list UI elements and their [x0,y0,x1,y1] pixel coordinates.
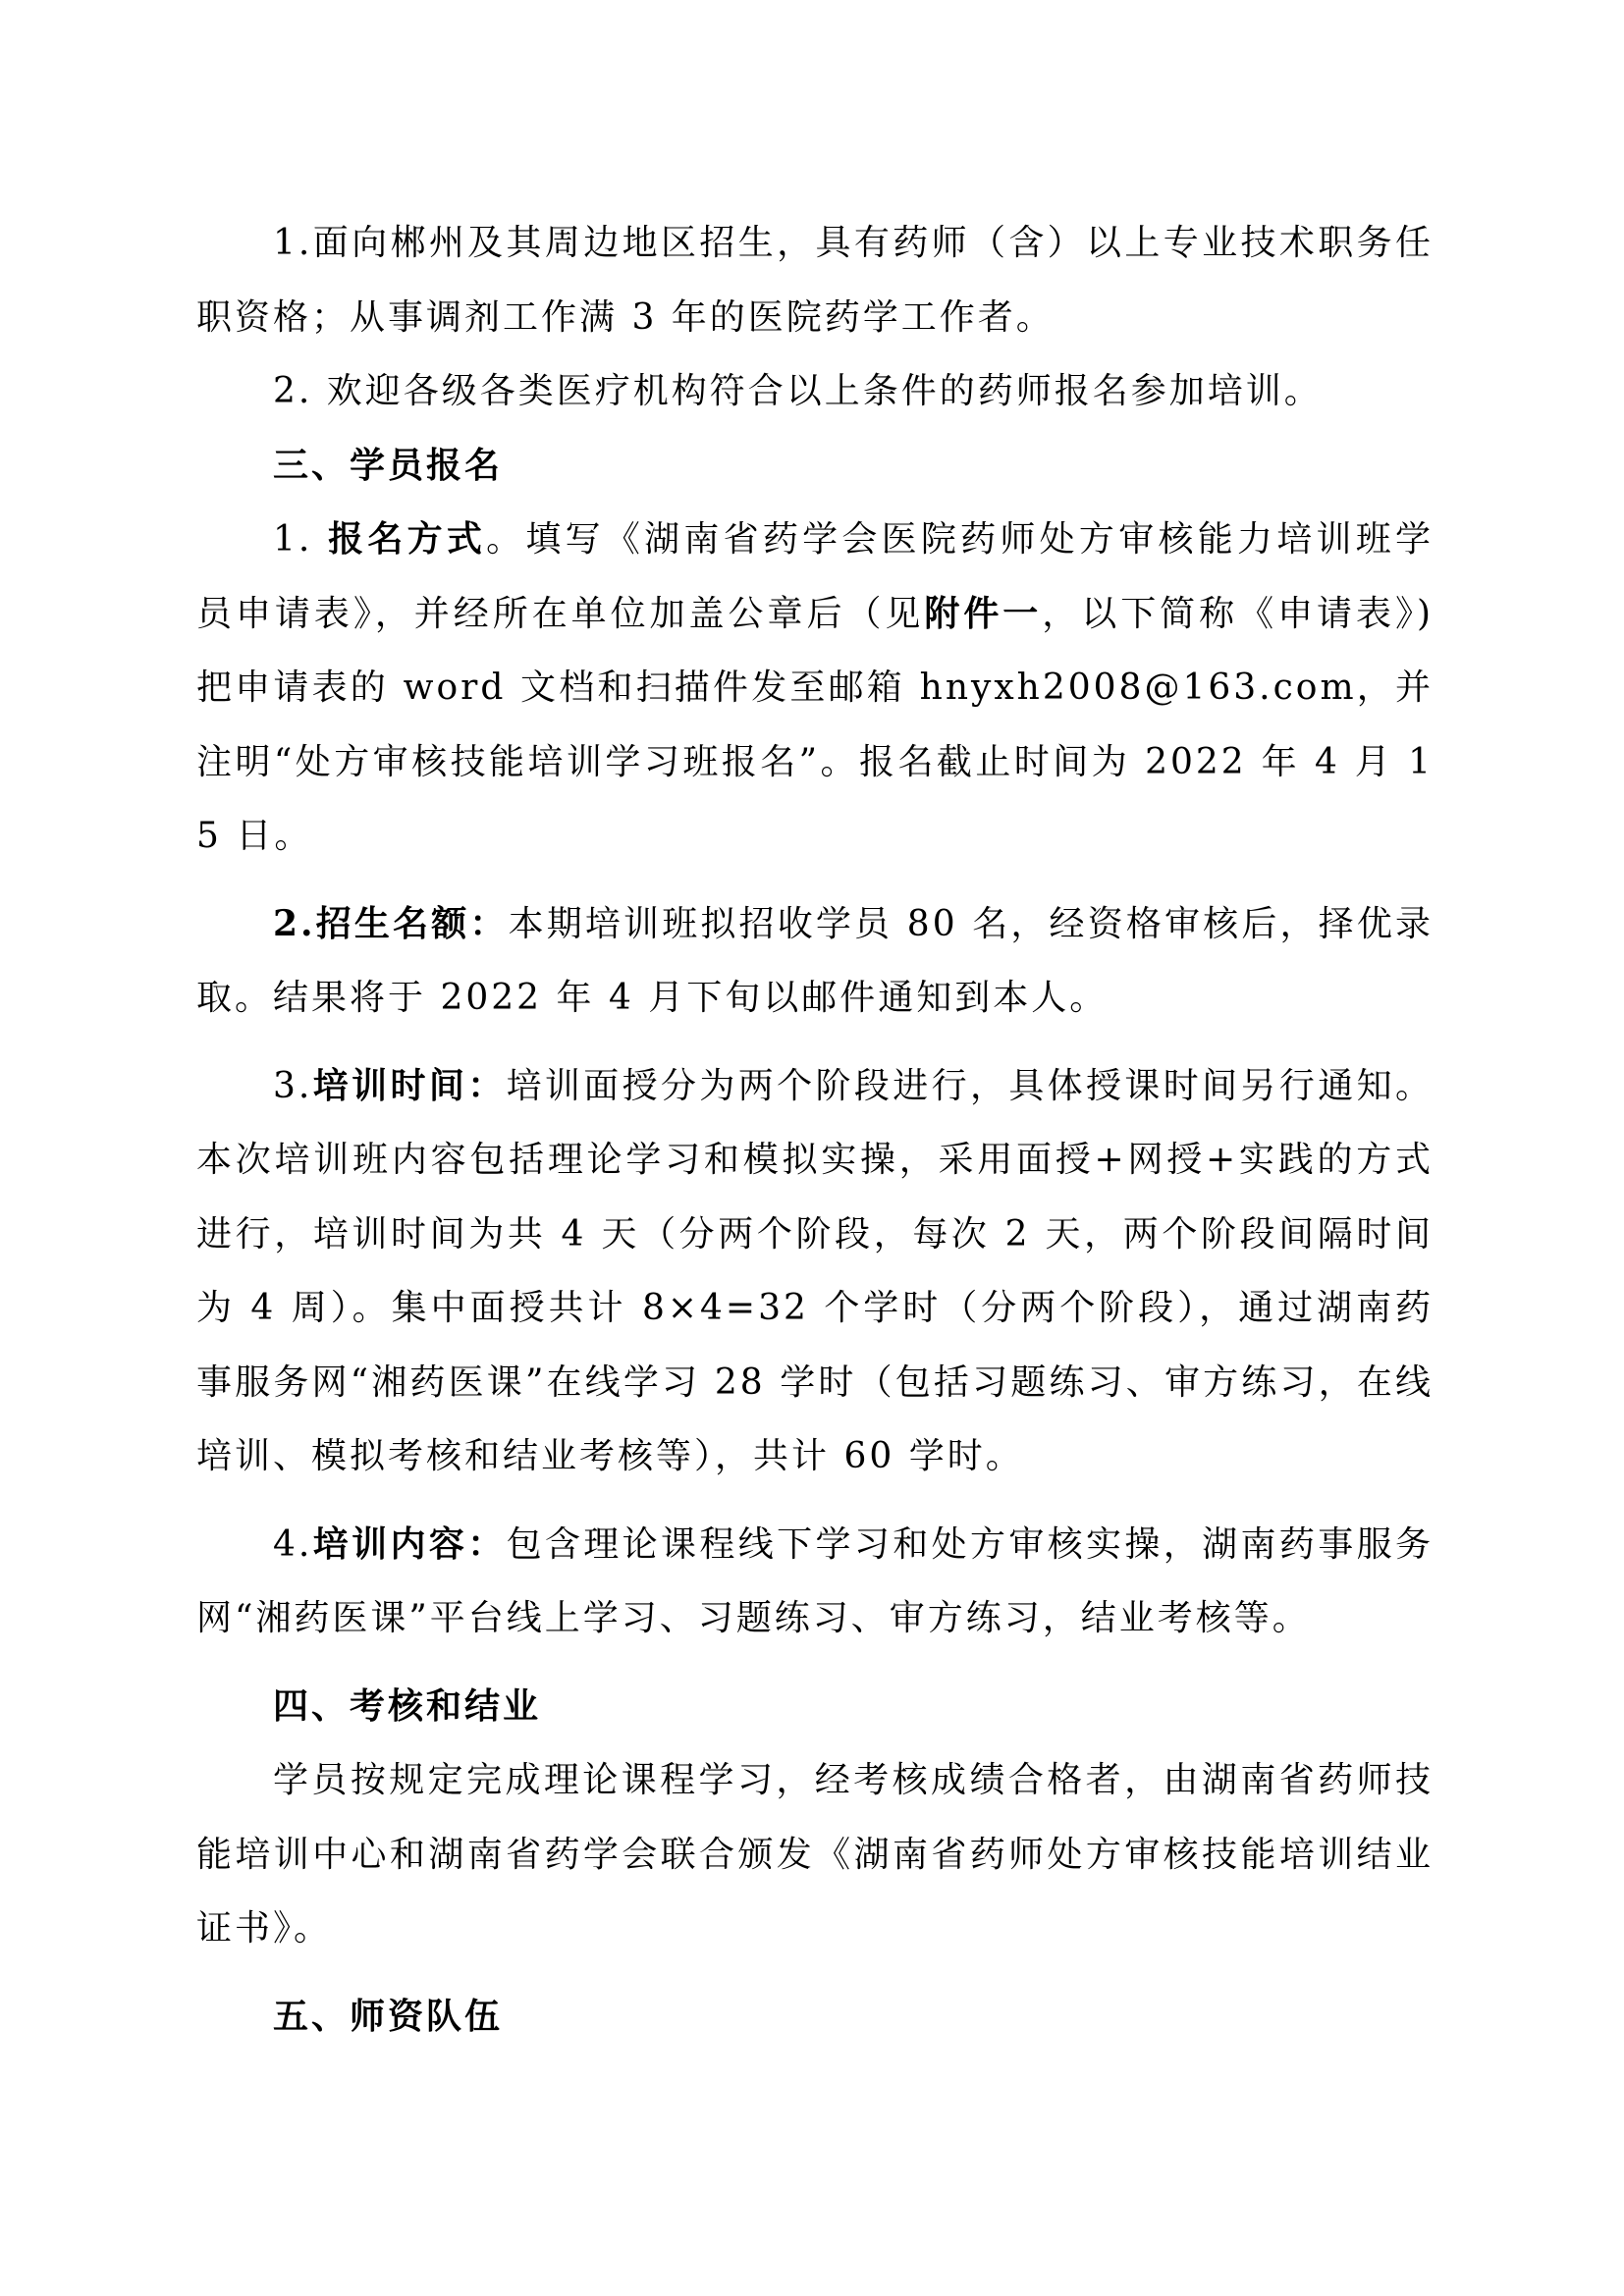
section-heading-registration: 三、学员报名 [273,444,504,486]
training-content-paragraph [196,1508,1434,1656]
registration-method-paragraph [196,503,1434,874]
eligibility-paragraph-2: 2. 欢迎各级各类医疗机构符合以上条件的药师报名参加培训。 [273,371,1323,411]
text-run: 培训面授分为两个阶段进行，具体授课时间另行通知。本次培训班内容包括理论学习和模拟实操，采用面授+网授+实践的方式进行，培训时间为共 4 天（分两个阶段，每次 2 天，两个阶段间隔时间为 4 周）。集中面授共计 8×4=32 个学时（分两个阶段），通过湖南药事服务网“湘药医课”在线学习 28 学时（包括习题练习、审方练习，在线培训、模拟考核和结业考核等），共计 60 学时。 [196,1065,1434,1476]
section-heading-faculty: 五、师资队伍 [273,1995,504,2037]
training-time-paragraph [196,1049,1434,1494]
bold-text-run: 报名方式 [328,518,487,560]
document-body [196,206,1434,2054]
text-run: 3. [273,1065,313,1106]
paragraph-spacer [196,1494,1434,1508]
text-run: 包含理论课程线下学习和处方审核实操，湖南药事服务网“湘药医课”平台线上学习、习题练习、审方练习，结业考核等。 [196,1523,1434,1638]
bold-text-run: 培训时间： [312,1064,507,1106]
paragraph-spacer [196,1656,1434,1670]
text-run: 4. [273,1523,313,1565]
bold-text-run: 附件一 [924,592,1043,634]
bold-text-run: 2.招生名额： [273,902,509,944]
text-run: 本期培训班拟招收学员 80 名，经资格审核后，择优录取。结果将于 2022 年 4 月下旬以邮件通知到本人。 [196,903,1434,1018]
text-run: 1. [273,519,329,560]
paragraph-spacer [196,874,1434,887]
text-run: ，以下简称《申请表》)把申请表的 word 文档和扫描件发至邮箱 hnyxh2008@163.com，并注明“处方审核技能培训学习班报名”。报名截止时间为 2022 年 4 月 15 日。 [196,593,1434,856]
eligibility-paragraph-1: 1.面向郴州及其周边地区招生，具有药师（含）以上专业技术职务任职资格；从事调剂工作满 3 年的医院药学工作者。 [196,223,1434,338]
section-heading-assessment: 四、考核和结业 [273,1684,542,1727]
paragraph-spacer [196,1966,1434,1980]
bold-text-run: 培训内容： [312,1522,507,1565]
paragraph-spacer [196,1036,1434,1049]
text-run: 。填写《湖南省药学会医院药师处方审核能力培训班学员申请表》，并经所在单位加盖公章后（见 [196,519,1434,634]
enrollment-quota-paragraph [196,887,1434,1036]
assessment-paragraph: 学员按规定完成理论课程学习，经考核成绩合格者，由湖南省药师技能培训中心和湖南省药学会联合颁发《湖南省药师处方审核技能培训结业证书》。 [196,1760,1434,1949]
